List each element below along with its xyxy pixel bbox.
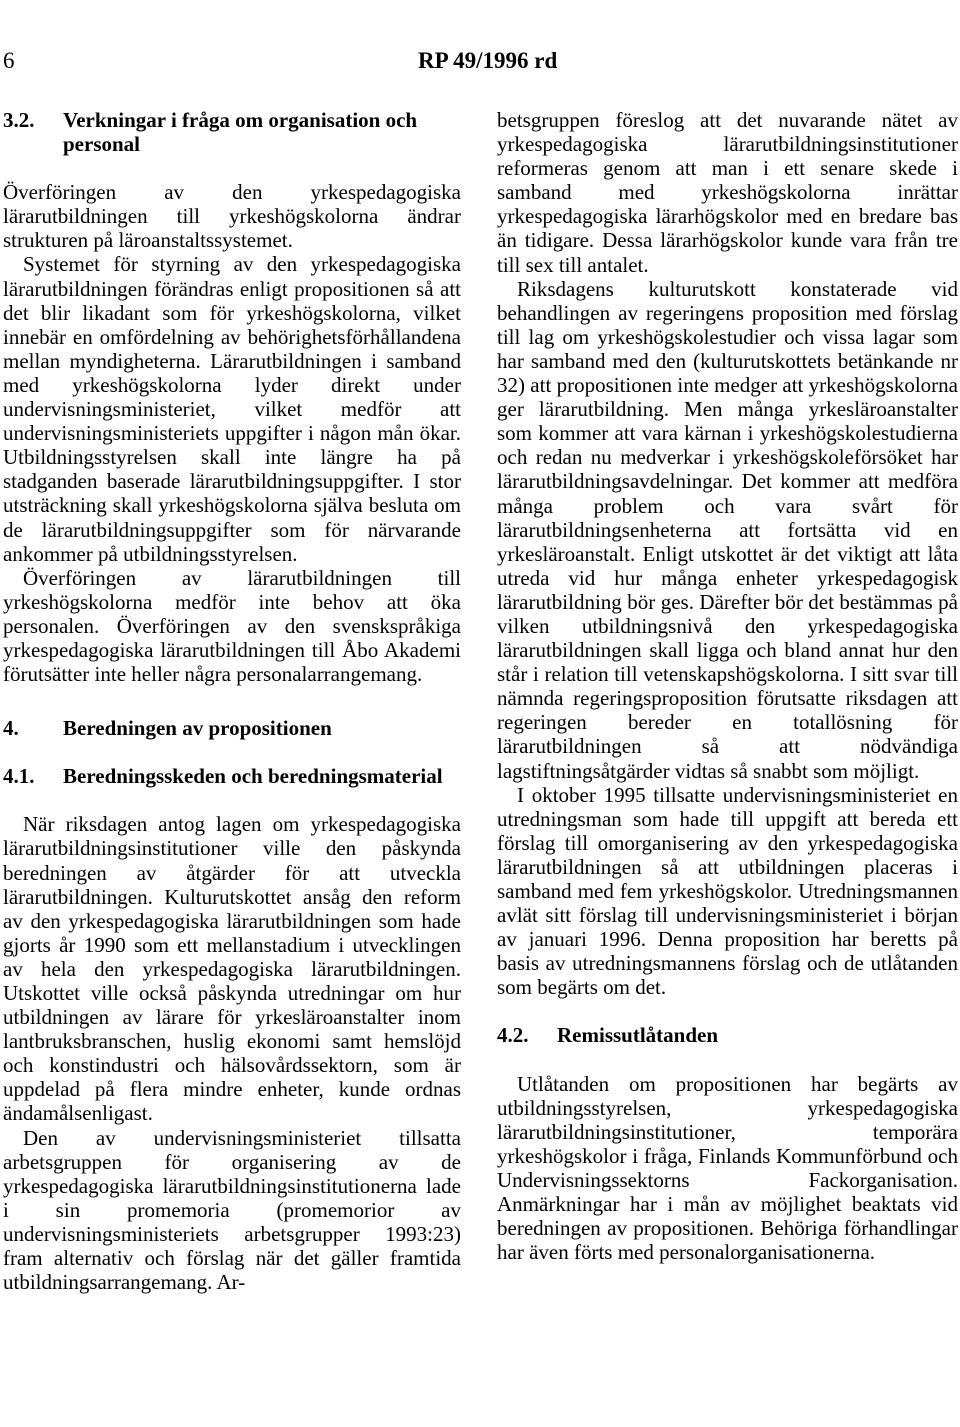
section-heading-4 (3, 716, 461, 740)
section-title: Beredningsskeden och beredningsmaterial (63, 764, 443, 789)
paragraph: I oktober 1995 tillsatte undervisningsministeriet en utredningsman som hade till uppgift att bereda ett förslag till omorganisering av den yrkespedagogiska lärarutbildningen så att utbildningen placeras i samband med fem yrkeshögskolor. Utredningsmannen avlät sitt förslag till undervisningsministeriet i början av januari 1996. Denna proposition har beretts på basis av utredningsmannens förslag och de utlåtanden som begärts om det. (497, 782, 958, 1000)
section-title: Beredningen av propositionen (63, 716, 332, 741)
paragraph: När riksdagen antog lagen om yrkespedagogiska lärarutbildningsinstitutioner ville den påskynda beredningen av åtgärder för att utveckla lärarutbildningen. Kulturutskottet ansåg den reform av den yrkespedagogiska lärarutbildningen som hade gjorts år 1990 som ett mellanstadium i utvecklingen av hela den yrkespedagogiska lärarutbildningen. Utskottet ville också påskynda utredningar om hur utbildningen av lärare för yrkesläroanstalter inom lantbruksbranschen, huslig ekonomi samt hemslöjd och konstindustri och hälsovårdssektorn, som är uppdelad på flera mindre enheter, kunde ordnas ändamålsenligast. (3, 812, 461, 1126)
section-number: 4.2. (497, 1023, 529, 1048)
paragraph: Överföringen av lärarutbildningen till yrkeshögskolorna medför inte behov att öka personalen. Överföringen av den svenskspråkiga yrkespedagogiska lärarutbildningen till Åbo Akademi förutsätter inte heller några personalarrangemang. (3, 565, 461, 687)
section-number: 3.2. (3, 108, 35, 132)
section-title: Verkningar i fråga om organisation och personal (63, 108, 418, 157)
paragraph: Riksdagens kulturutskott konstaterade vid behandlingen av regeringens proposition med förslag till lag om yrkeshögskolestudier och vissa lagar som har samband med den (kulturutskottets betänkande nr 32) att propositionen inte medger att yrkeshögskolorna ger lärarutbildning. Men många yrkesläroanstalter som kommer att vara kärnan i yrkeshögskolestudierna och redan nu medverkar i yrkeshögskoleförsöket har lärarutbildningsavdelningar. Det kommer att medföra många problem och vara svårt för lärarutbildningsenheterna att fortsätta vid en yrkesläroanstalt. Enligt utskottet är det viktigt att låta utreda vid hur många enheter yrkespedagogisk lärarutbildning bör ges. Därefter bör det bestämmas på vilken utbildningsnivå den yrkespedagogiska lärarutbildningen skall ligga och bland annat hur den står i relation till vetenskapshögskolorna. I sitt svar till nämnda regeringsproposition förutsatte riksdagen att regeringen bereder en totallösning för lärarutbildningen så att nödvändiga lagstiftningsåtgärder vidtas så snabbt som möjligt. (497, 276, 958, 783)
paragraph: Systemet för styrning av den yrkespedagogiska lärarutbildningen förändras enligt propositionen så att det blir likadant som för yrkeshögskolorna, vilket innebär en omfördelning av behörighetsförhållandena mellan myndigheterna. Lärarutbildningen i samband med yrkeshögskolorna lyder direkt under undervisningsministeriet, vilket medför att undervisningsministeriets uppgifter i någon mån ökar. Utbildningsstyrelsen skall inte längre ha på stadganden baserade lärarutbildningsuppgifter. I stor utsträckning skall yrkeshögskolorna själva besluta om de lärarutbildningsuppgifter som för närvarande ankommer på utbildningsstyrelsen. (3, 252, 461, 566)
paragraph: Den av undervisningsministeriet tillsatta arbetsgruppen för organisering av de yrkespedagogiska lärarutbildningsinstitutionerna lade i sin promemoria (promemorior av undervisningsministeriets arbetsgrupper 1993:23) fram alternativ och förslag när det gäller framtida utbildningsarrangemang. Ar- (3, 1125, 461, 1295)
right-column (497, 108, 958, 1264)
paragraph: Överföringen av den yrkespedagogiska lärarutbildningen till yrkeshögskolorna ändrar strukturen på läroanstaltssystemet. (3, 180, 461, 253)
section-heading-4-1 (3, 764, 461, 788)
section-title: Remissutlåtanden (557, 1023, 719, 1048)
paragraph: Utlåtanden om propositionen har begärts av utbildningsstyrelsen, yrkespedagogiska lärarutbildningsinstitutioner, temporära yrkeshögskolor i fråga, Finlands Kommunförbund och Undervisningssektorns Fackorganisation. Anmärkningar har i mån av möjlighet beaktats vid beredningen av propositionen. Behöriga förhandlingar har även förts med personalorganisationerna. (497, 1071, 958, 1265)
running-head: RP 49/1996 rd (418, 48, 558, 73)
paragraph: betsgruppen föreslog att det nuvarande nätet av yrkespedagogiska lärarutbildningsinstitutioner reformeras genom att man i ett senare skede i samband med yrkeshögskolorna inrättar yrkespedagogiska lärarhögskolor med en bredare bas än tidigare. Dessa lärarhögskolor kunde vara från tre till sex till antalet. (497, 108, 958, 277)
section-number: 4.1. (3, 764, 35, 789)
page-number: 6 (3, 48, 15, 73)
left-column (3, 108, 461, 1294)
section-number: 4. (3, 716, 19, 741)
section-heading-3-2 (3, 108, 461, 156)
section-heading-4-2 (497, 1023, 958, 1047)
